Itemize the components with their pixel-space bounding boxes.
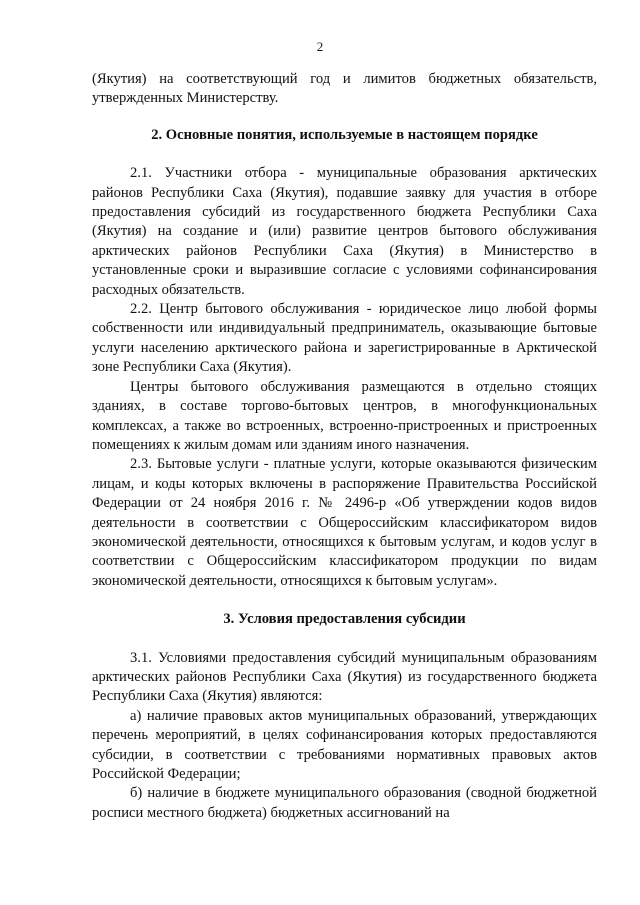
paragraph-3-1-a: а) наличие правовых актов муниципальных образований, утверждающих перечень мероприятий, в целях софинансирования которых предоставляются субсидии, в соответствии с требованиями нормативных правовых актов Российской Федерации; — [92, 707, 597, 782]
section-heading-3: 3. Условия предоставления субсидии — [223, 611, 466, 628]
paragraph-3-1-b: б) наличие в бюджете муниципального образования (сводной бюджетной росписи местного бюджета) бюджетных ассигнований на — [92, 785, 597, 821]
paragraph-2-2-continued: Центры бытового обслуживания размещаются в отдельно стоящих зданиях, в составе торгово-бытовых центров, в многофункциональных комплексах, а также во встроенных, встроенно-пристроенных и пристроенных помещениях к жилым домам или зданиям иного назначения. — [92, 378, 597, 453]
document-body — [92, 70, 597, 823]
paragraph-2-1: 2.1. Участники отбора - муниципальные образования арктических районов Республики Саха (Якутия), подавшие заявку для участия в отборе предоставления субсидий из государственного бюджета Республики Саха (Якутия) на создание и (или) развитие центров бытового обслуживания арктических районов Республики Саха (Якутия) в Министерство в установленные сроки и выразившие согласие с условиями софинансирования расходных обязательств. — [92, 165, 597, 298]
paragraph-continuation: (Якутия) на соответствующий год и лимитов бюджетных обязательств, утвержденных Министерству. — [92, 71, 597, 107]
paragraph-3-1: 3.1. Условиями предоставления субсидий муниципальным образованиям арктических районов Республики Саха (Якутия) из государственного бюджета Республики Саха (Якутия) являются: — [92, 649, 597, 705]
section-heading-2: 2. Основные понятия, используемые в настоящем порядке — [151, 126, 538, 143]
paragraph-2-2: 2.2. Центр бытового обслуживания - юридическое лицо любой формы собственности или индивидуальный предприниматель, оказывающие бытовые услуги населению арктического района и зарегистрированные в Арктической зоне Республики Саха (Якутия). — [92, 301, 597, 376]
paragraph-2-3: 2.3. Бытовые услуги - платные услуги, которые оказываются физическим лицам, и коды которых включены в распоряжение Правительства Российской Федерации от 24 ноября 2016 г. № 2496-р «Об утверждении кодов видов деятельности в соответствии с Общероссийским классификатором видов экономической деятельности, относящихся к бытовым услугам, и кодов услуг в соответствии с Общероссийским классификатором продукции по видам экономической деятельности, относящихся к бытовым услугам». — [92, 456, 597, 589]
page-number: 2 — [316, 39, 324, 54]
